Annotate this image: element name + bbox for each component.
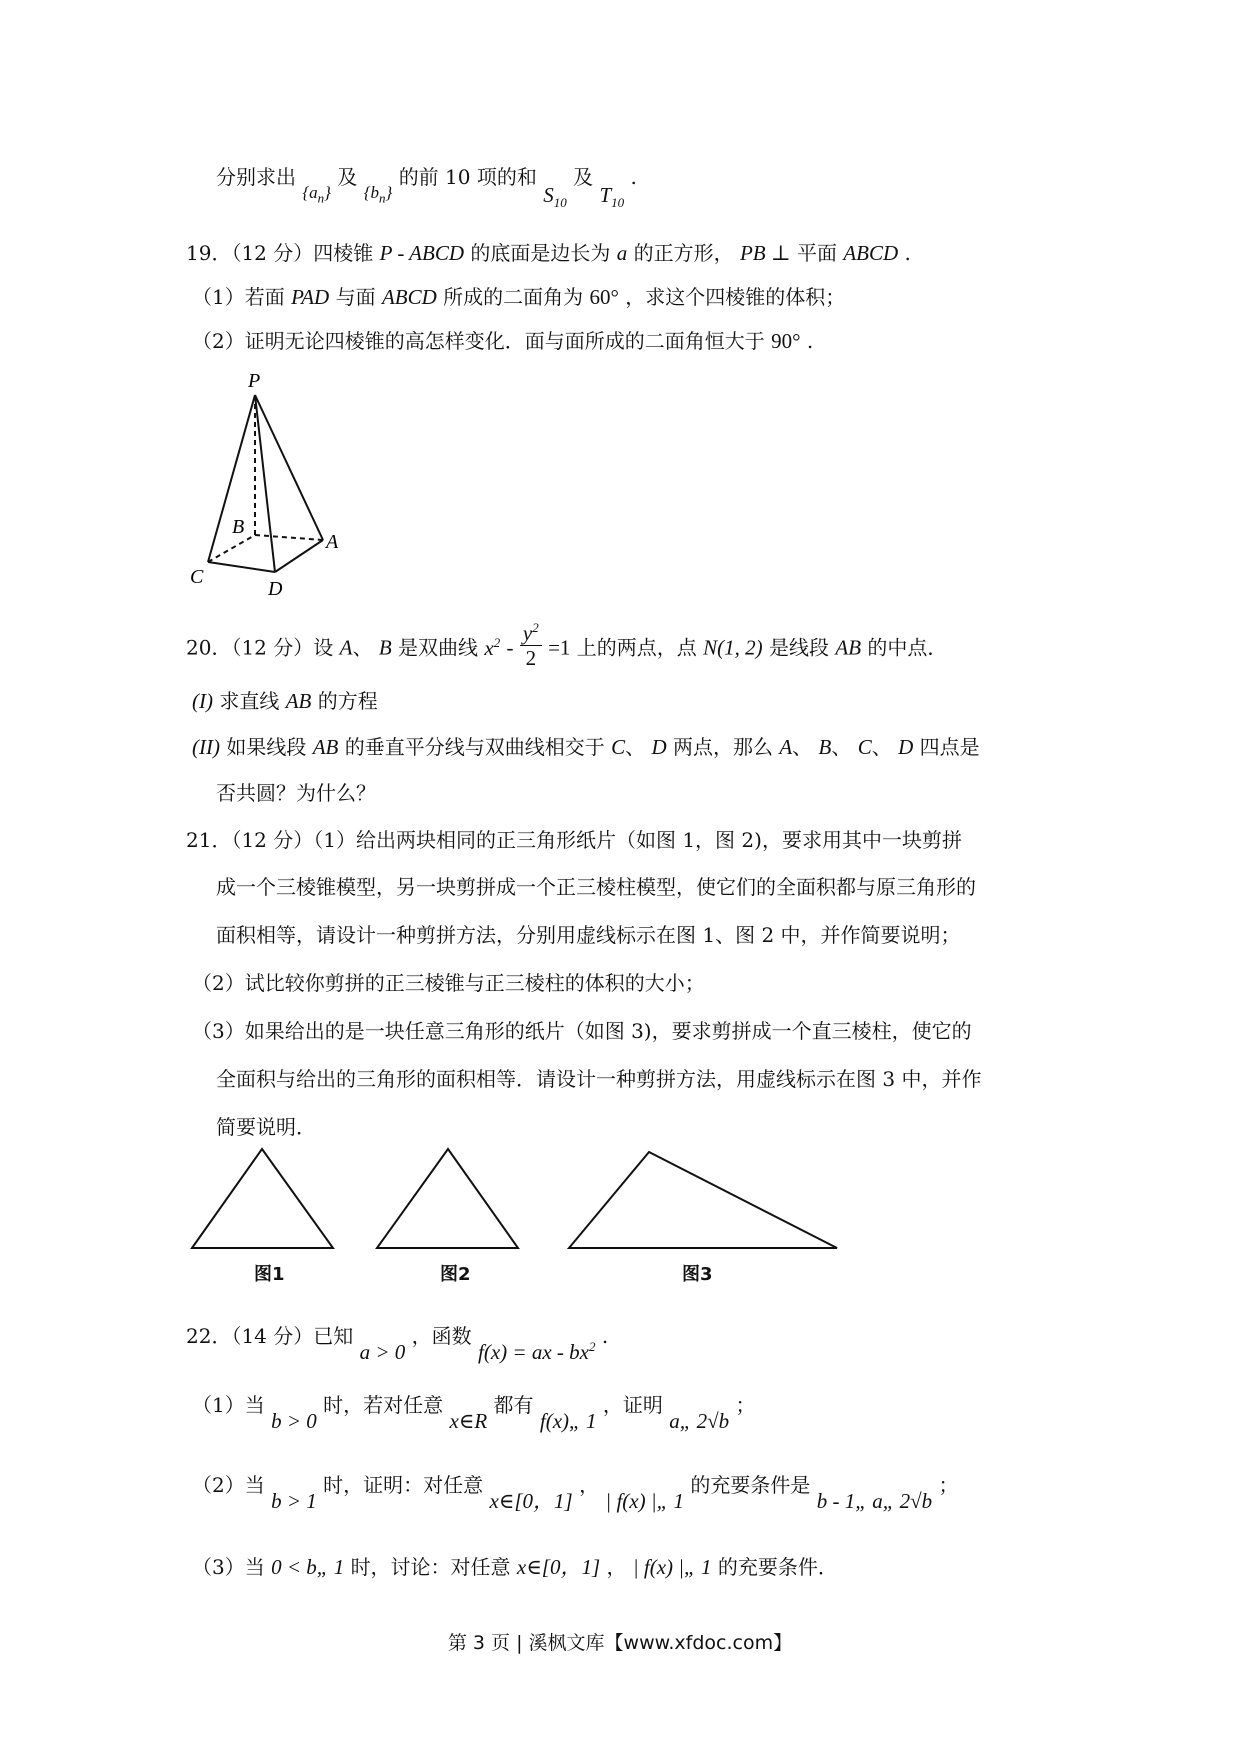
vertex-label-c: C — [190, 566, 204, 588]
q22-header: 22．（14 分）已知 a > 0 ，函数 f(x) = ax - $bx^2$ . — [186, 1324, 609, 1364]
q21-line4: （2）试比较你剪拼的正三棱锥与正三棱柱的体积的大小； — [192, 971, 705, 995]
vertex-label-b: B — [232, 516, 245, 538]
figure-1-caption: 图1 — [254, 1264, 285, 1285]
q20-header: 20．（12 分）设 A、 B 是双曲线 $x^2$ - $\frac{y^2}{2}$ =1 上的两点，点 N(1, 2) 是线段 AB 的中点． — [186, 622, 947, 676]
q21-line3: 面积相等，请设计一种剪拼方法，分别用虚线标示在图 1、图 2 中，并作简要说明； — [216, 923, 961, 947]
triangle-figure-2 — [375, 1145, 520, 1250]
q21-line2: 成一个三棱锥模型，另一块剪拼成一个正三棱柱模型，使它们的全面积都与原三角形的 — [216, 875, 976, 899]
q21-line6: 全面积与给出的三角形的面积相等．请设计一种剪拼方法，用虚线标示在图 3 中，并作 — [216, 1067, 982, 1091]
vertex-label-d: D — [268, 578, 283, 600]
q22-part3: （3）当 0 < b„ 1 时，讨论：对任意 x∈[0，1] ， | f(x) |„ 1 的充要条件． — [192, 1555, 838, 1579]
sum-line: 分别求出 $_{\{a_n\}}$ 及 $_{\{b_n\}}$ 的前 10 项的和 $S_{10}$ 及 $T_{10}$ . — [216, 165, 637, 211]
triangle-figure-3 — [567, 1145, 839, 1250]
page-footer: 第 3 页 | 溪枫文库【www.xfdoc.com】 — [447, 1632, 793, 1654]
vertex-label-p: P — [248, 370, 261, 392]
vertex-label-a: A — [326, 531, 339, 553]
q21-line5: （3）如果给出的是一块任意三角形的纸片（如图 3)，要求剪拼成一个直三棱柱，使它的 — [192, 1019, 972, 1043]
pyramid-diagram — [180, 365, 360, 600]
q22-part1: （1）当 b > 0 时，若对任意 x∈R 都有 f(x)„ 1 ，证明 a„ 2√b ； — [192, 1393, 756, 1433]
q19-part1: （1）若面 PAD 与面 ABCD 所成的二面角为 60° ，求这个四棱锥的体积； — [192, 285, 846, 309]
q22-part2: （2）当 b > 1 时，证明：对任意 x∈[0，1] ， | f(x) |„ 1 的充要条件是 b - 1„ a„ 2√b ； — [192, 1473, 959, 1513]
q20-part2-cont: 否共圆？为什么？ — [216, 781, 376, 805]
q19-header: 19．（12 分）四棱锥 P - ABCD 的底面是边长为 a 的正方形， PB ⊥ 平面 ABCD . — [186, 241, 911, 265]
q20-part1: (I) 求直线 AB 的方程 — [192, 689, 378, 713]
q20-part2: (II) 如果线段 AB 的垂直平分线与双曲线相交于 C、 D 两点，那么 A、 B、 C、 D 四点是 — [192, 735, 980, 759]
q21-line1: 21．（12 分）（1）给出两块相同的正三角形纸片（如图 1，图 2)，要求用其中一块剪拼 — [186, 828, 962, 852]
q19-part2: （2）证明无论四棱锥的高怎样变化．面与面所成的二面角恒大于 90° . — [192, 329, 814, 353]
figure-2-caption: 图2 — [440, 1264, 471, 1285]
triangle-figure-1 — [190, 1145, 335, 1250]
q21-line7: 简要说明． — [216, 1115, 316, 1139]
figure-3-caption: 图3 — [682, 1264, 713, 1285]
